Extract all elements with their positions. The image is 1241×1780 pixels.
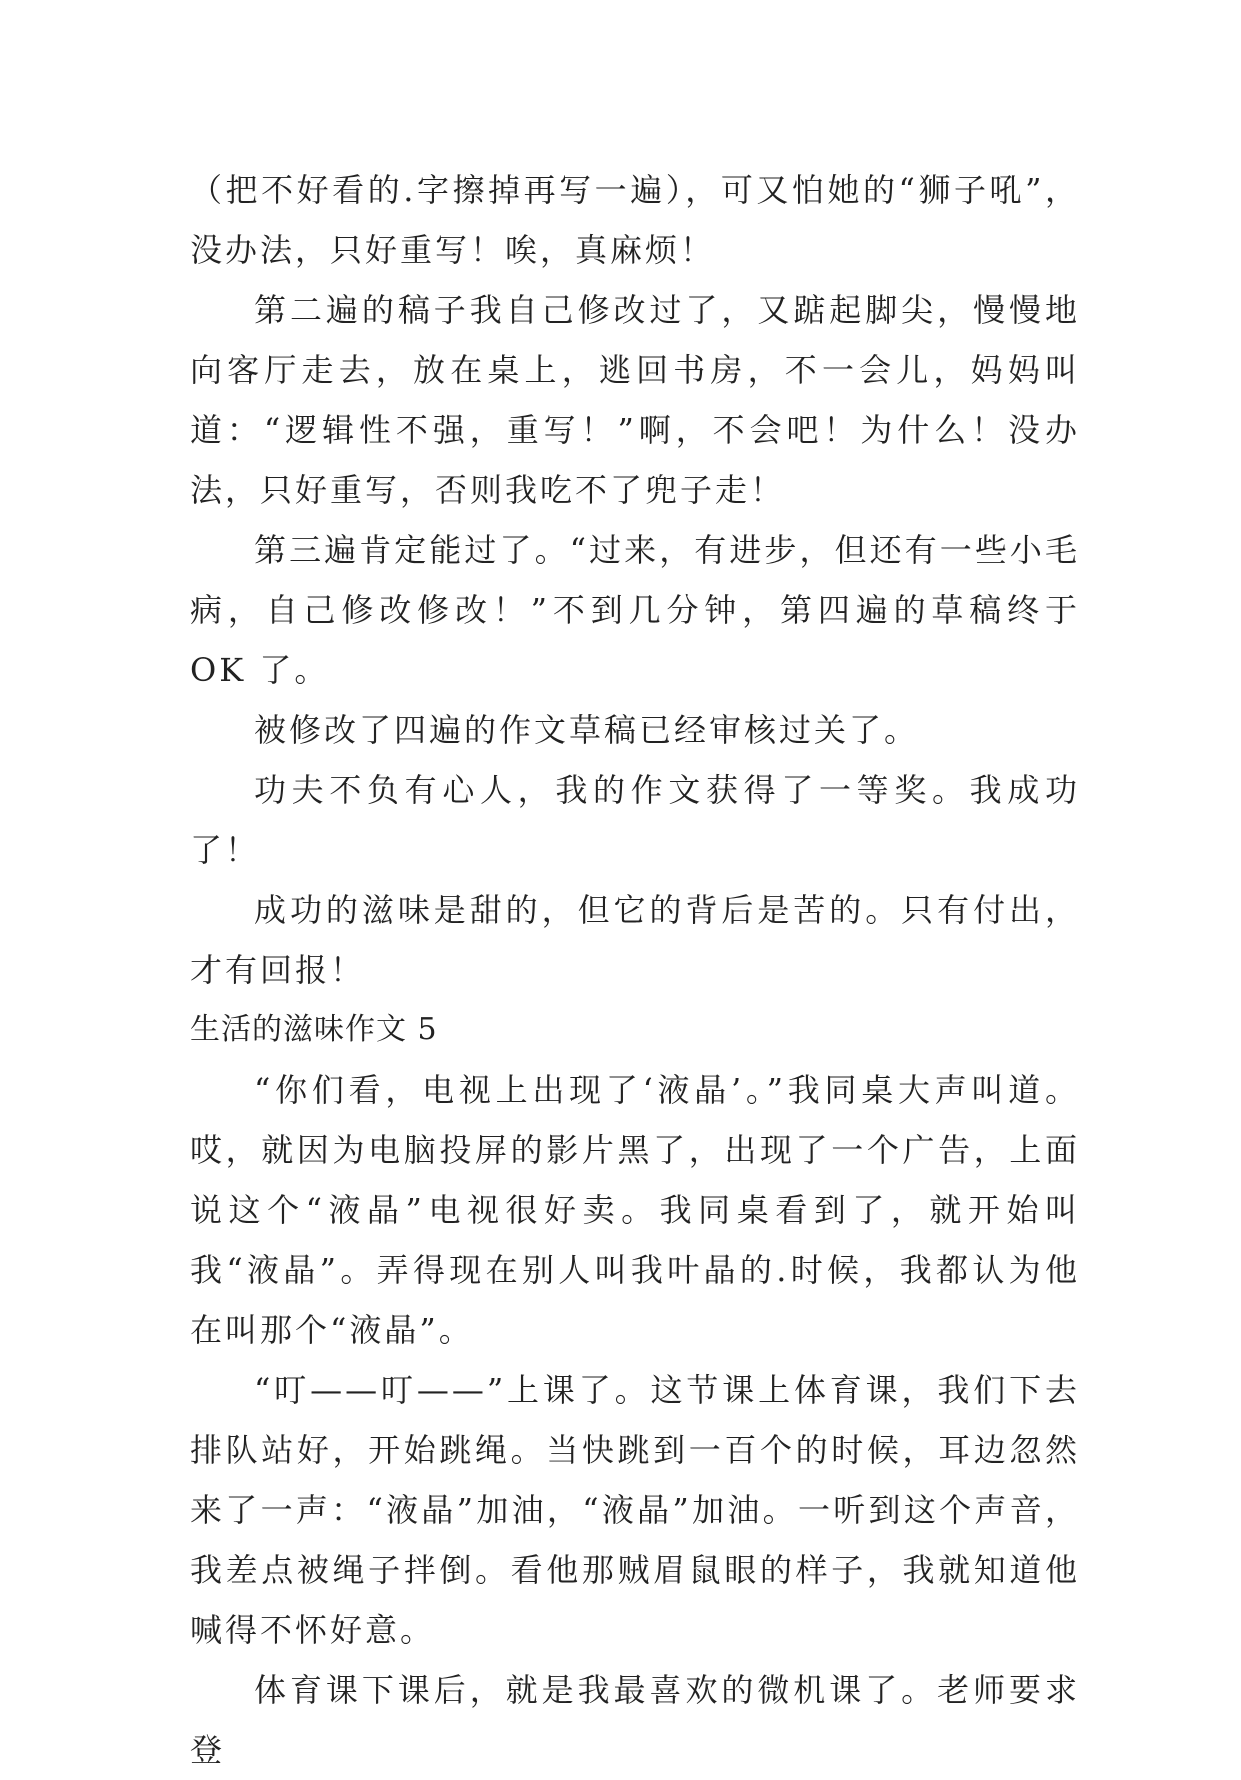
paragraph-5: 功夫不负有心人，我的作文获得了一等奖。我成功了！ xyxy=(190,771,1080,869)
paragraph-8: “叮——叮——”上课了。这节课上体育课，我们下去排队站好，开始跳绳。当快跳到一百个的时候，耳边忽然来了一声：“液晶”加油，“液晶”加油。一听到这个声音，我差点被绳子拌倒。看他那贼眉鼠眼的样子，我就知道他喊得不怀好意。 xyxy=(190,1371,1080,1649)
paragraph-4: 被修改了四遍的作文草稿已经审核过关了。 xyxy=(254,711,920,749)
paragraph-2: 第二遍的稿子我自己修改过了，又踮起脚尖，慢慢地向客厅走去，放在桌上，逃回书房，不一会儿，妈妈叫道：“逻辑性不强，重写！”啊，不会吧！为什么！没办法，只好重写，否则我吃不了兜子走！ xyxy=(190,291,1080,509)
paragraph-7: “你们看，电视上出现了‘液晶’。”我同桌大声叫道。哎，就因为电脑投屏的影片黑了，出现了一个广告，上面说这个“液晶”电视很好卖。我同桌看到了，就开始叫我“液晶”。弄得现在别人叫我叶晶的.时候，我都认为他在叫那个“液晶”。 xyxy=(190,1071,1080,1349)
paragraph-9: 体育课下课后，就是我最喜欢的微机课了。老师要求登 xyxy=(190,1671,1080,1769)
paragraph-6: 成功的滋味是甜的，但它的背后是苦的。只有付出，才有回报！ xyxy=(190,891,1080,989)
paragraph-1: （把不好看的.字擦掉再写一遍），可又怕她的“狮子吼”，没办法，只好重写！唉，真麻烦！ xyxy=(190,171,1080,269)
paragraph-3: 第三遍肯定能过了。“过来，有进步，但还有一些小毛病，自己修改修改！”不到几分钟，第四遍的草稿终于 OK 了。 xyxy=(190,531,1080,689)
document-body xyxy=(190,160,1080,1780)
section-heading: 生活的滋味作文 5 xyxy=(190,1012,438,1047)
